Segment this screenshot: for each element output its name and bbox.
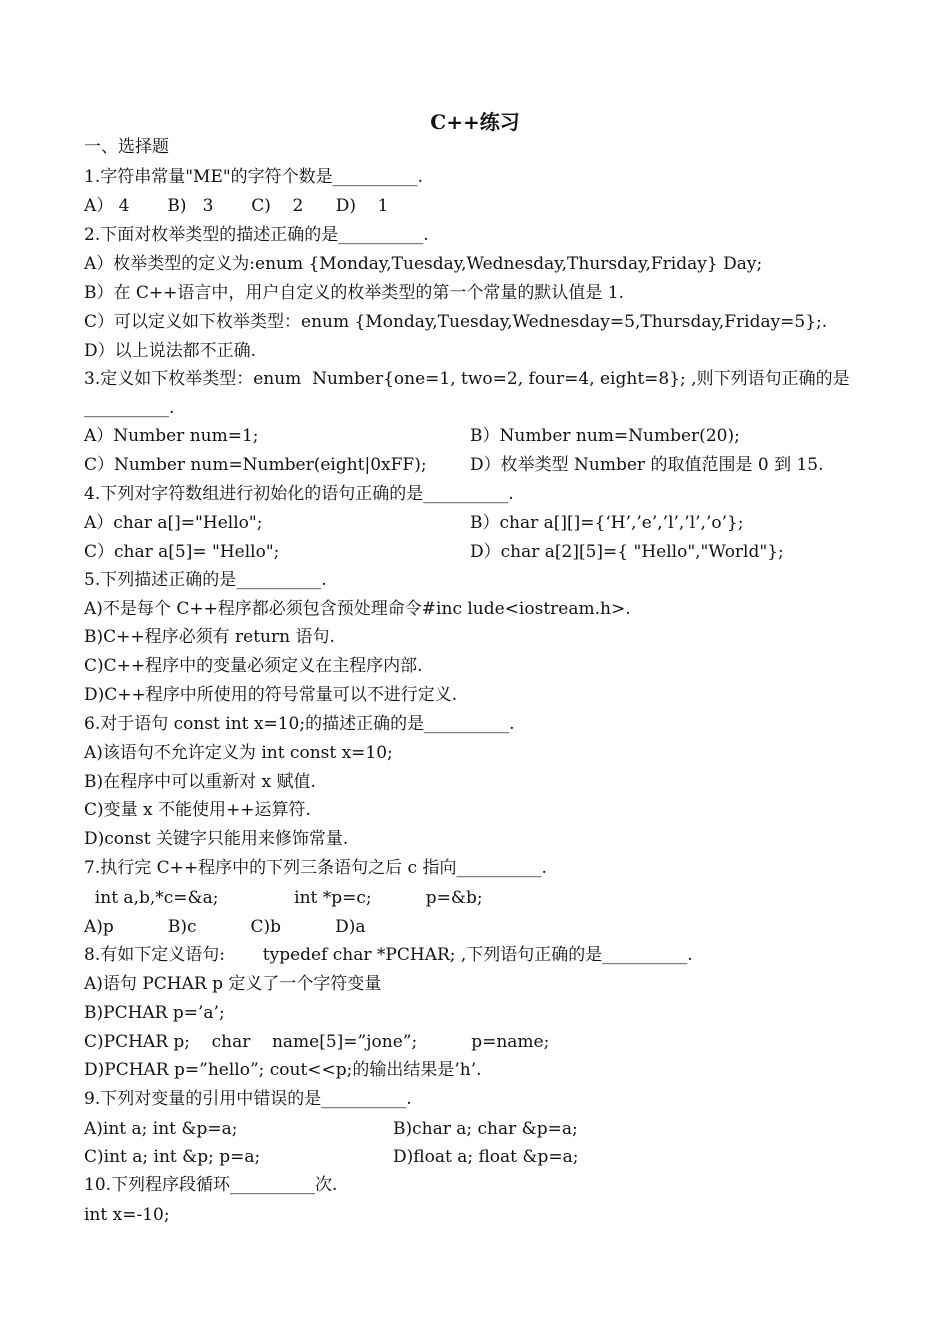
question-1-options: A） 4 B) 3 C) 2 D) 1 (84, 196, 389, 216)
question-2-stem: 2.下面对枚举类型的描述正确的是__________. (84, 225, 429, 245)
question-5-option-c: C)C++程序中的变量必须定义在主程序内部. (84, 656, 423, 676)
question-4-option-b: B）char a[][]={‘H’,’e’,’l’,’l’,’o’}; (470, 513, 744, 533)
question-8-option-a: A)语句 PCHAR p 定义了一个字符变量 (84, 974, 382, 994)
question-1-stem: 1.字符串常量"ME"的字符个数是__________. (84, 167, 424, 187)
question-5-option-b: B)C++程序必须有 return 语句. (84, 627, 335, 647)
question-4-option-a: A）char a[]="Hello"; (84, 513, 263, 533)
question-4-option-c: C）char a[5]= "Hello"; (84, 542, 280, 562)
question-10-stem: 10.下列程序段循环__________次. (84, 1175, 338, 1195)
question-8-stem: 8.有如下定义语句: typedef char *PCHAR; ,下列语句正确的是__________. (84, 945, 693, 965)
question-6-option-d: D)const 关键字只能用来修饰常量. (84, 829, 349, 849)
question-8-option-b: B)PCHAR p=’a’; (84, 1003, 225, 1023)
question-3-stem: 3.定义如下枚举类型：enum Number{one=1, two=2, four=4, eight=8}; ,则下列语句正确的是 (84, 369, 850, 389)
question-5-stem: 5.下列描述正确的是__________. (84, 570, 327, 590)
question-8-option-c: C)PCHAR p; char name[5]=”jone”; p=name; (84, 1032, 550, 1052)
question-9-option-c: C)int a; int &p; p=a; (84, 1147, 261, 1167)
question-3-option-d: D）枚举类型 Number 的取值范围是 0 到 15. (470, 455, 824, 475)
question-7-code: int a,b,*c=&a; int *p=c; p=&b; (84, 888, 483, 908)
question-4-option-d: D）char a[2][5]={ "Hello","World"}; (470, 542, 784, 562)
question-9-option-b: B)char a; char &p=a; (393, 1119, 578, 1139)
question-2-option-c: C）可以定义如下枚举类型：enum {Monday,Tuesday,Wednesday=5,Thursday,Friday=5};. (84, 312, 828, 332)
question-6-option-a: A)该语句不允许定义为 int const x=10; (84, 743, 393, 763)
question-2-option-a: A）枚举类型的定义为:enum {Monday,Tuesday,Wednesday,Thursday,Friday} Day; (84, 254, 763, 274)
question-4-stem: 4.下列对字符数组进行初始化的语句正确的是__________. (84, 484, 514, 504)
question-9-option-a: A)int a; int &p=a; (84, 1119, 238, 1139)
question-5-option-a: A)不是每个 C++程序都必须包含预处理命令#inc lude<iostream.h>. (84, 599, 631, 619)
question-3-option-c: C）Number num=Number(eight|0xFF); (84, 455, 427, 475)
question-6-stem: 6.对于语句 const int x=10;的描述正确的是__________. (84, 714, 515, 734)
question-6-option-c: C)变量 x 不能使用++运算符. (84, 800, 311, 820)
question-5-option-d: D)C++程序中所使用的符号常量可以不进行定义. (84, 685, 458, 705)
question-3-option-b: B）Number num=Number(20); (470, 426, 740, 446)
question-2-option-d: D）以上说法都不正确. (84, 341, 257, 361)
question-2-option-b: B）在 C++语言中，用户自定义的枚举类型的第一个常量的默认值是 1. (84, 283, 625, 303)
question-3-option-a: A）Number num=1; (84, 426, 259, 446)
question-7-options: A)p B)c C)b D)a (84, 917, 366, 937)
question-3-blank: __________. (84, 398, 175, 418)
question-7-stem: 7.执行完 C++程序中的下列三条语句之后 c 指向__________. (84, 858, 547, 878)
question-10-code: int x=-10; (84, 1205, 170, 1225)
question-8-option-d: D)PCHAR p=”hello”; cout<<p;的输出结果是’h’. (84, 1060, 482, 1080)
question-9-option-d: D)float a; float &p=a; (393, 1147, 579, 1167)
question-9-stem: 9.下列对变量的引用中错误的是__________. (84, 1089, 412, 1109)
section-heading: 一、选择题 (84, 137, 169, 157)
document-title: C++练习 (430, 110, 520, 134)
question-6-option-b: B)在程序中可以重新对 x 赋值. (84, 772, 316, 792)
